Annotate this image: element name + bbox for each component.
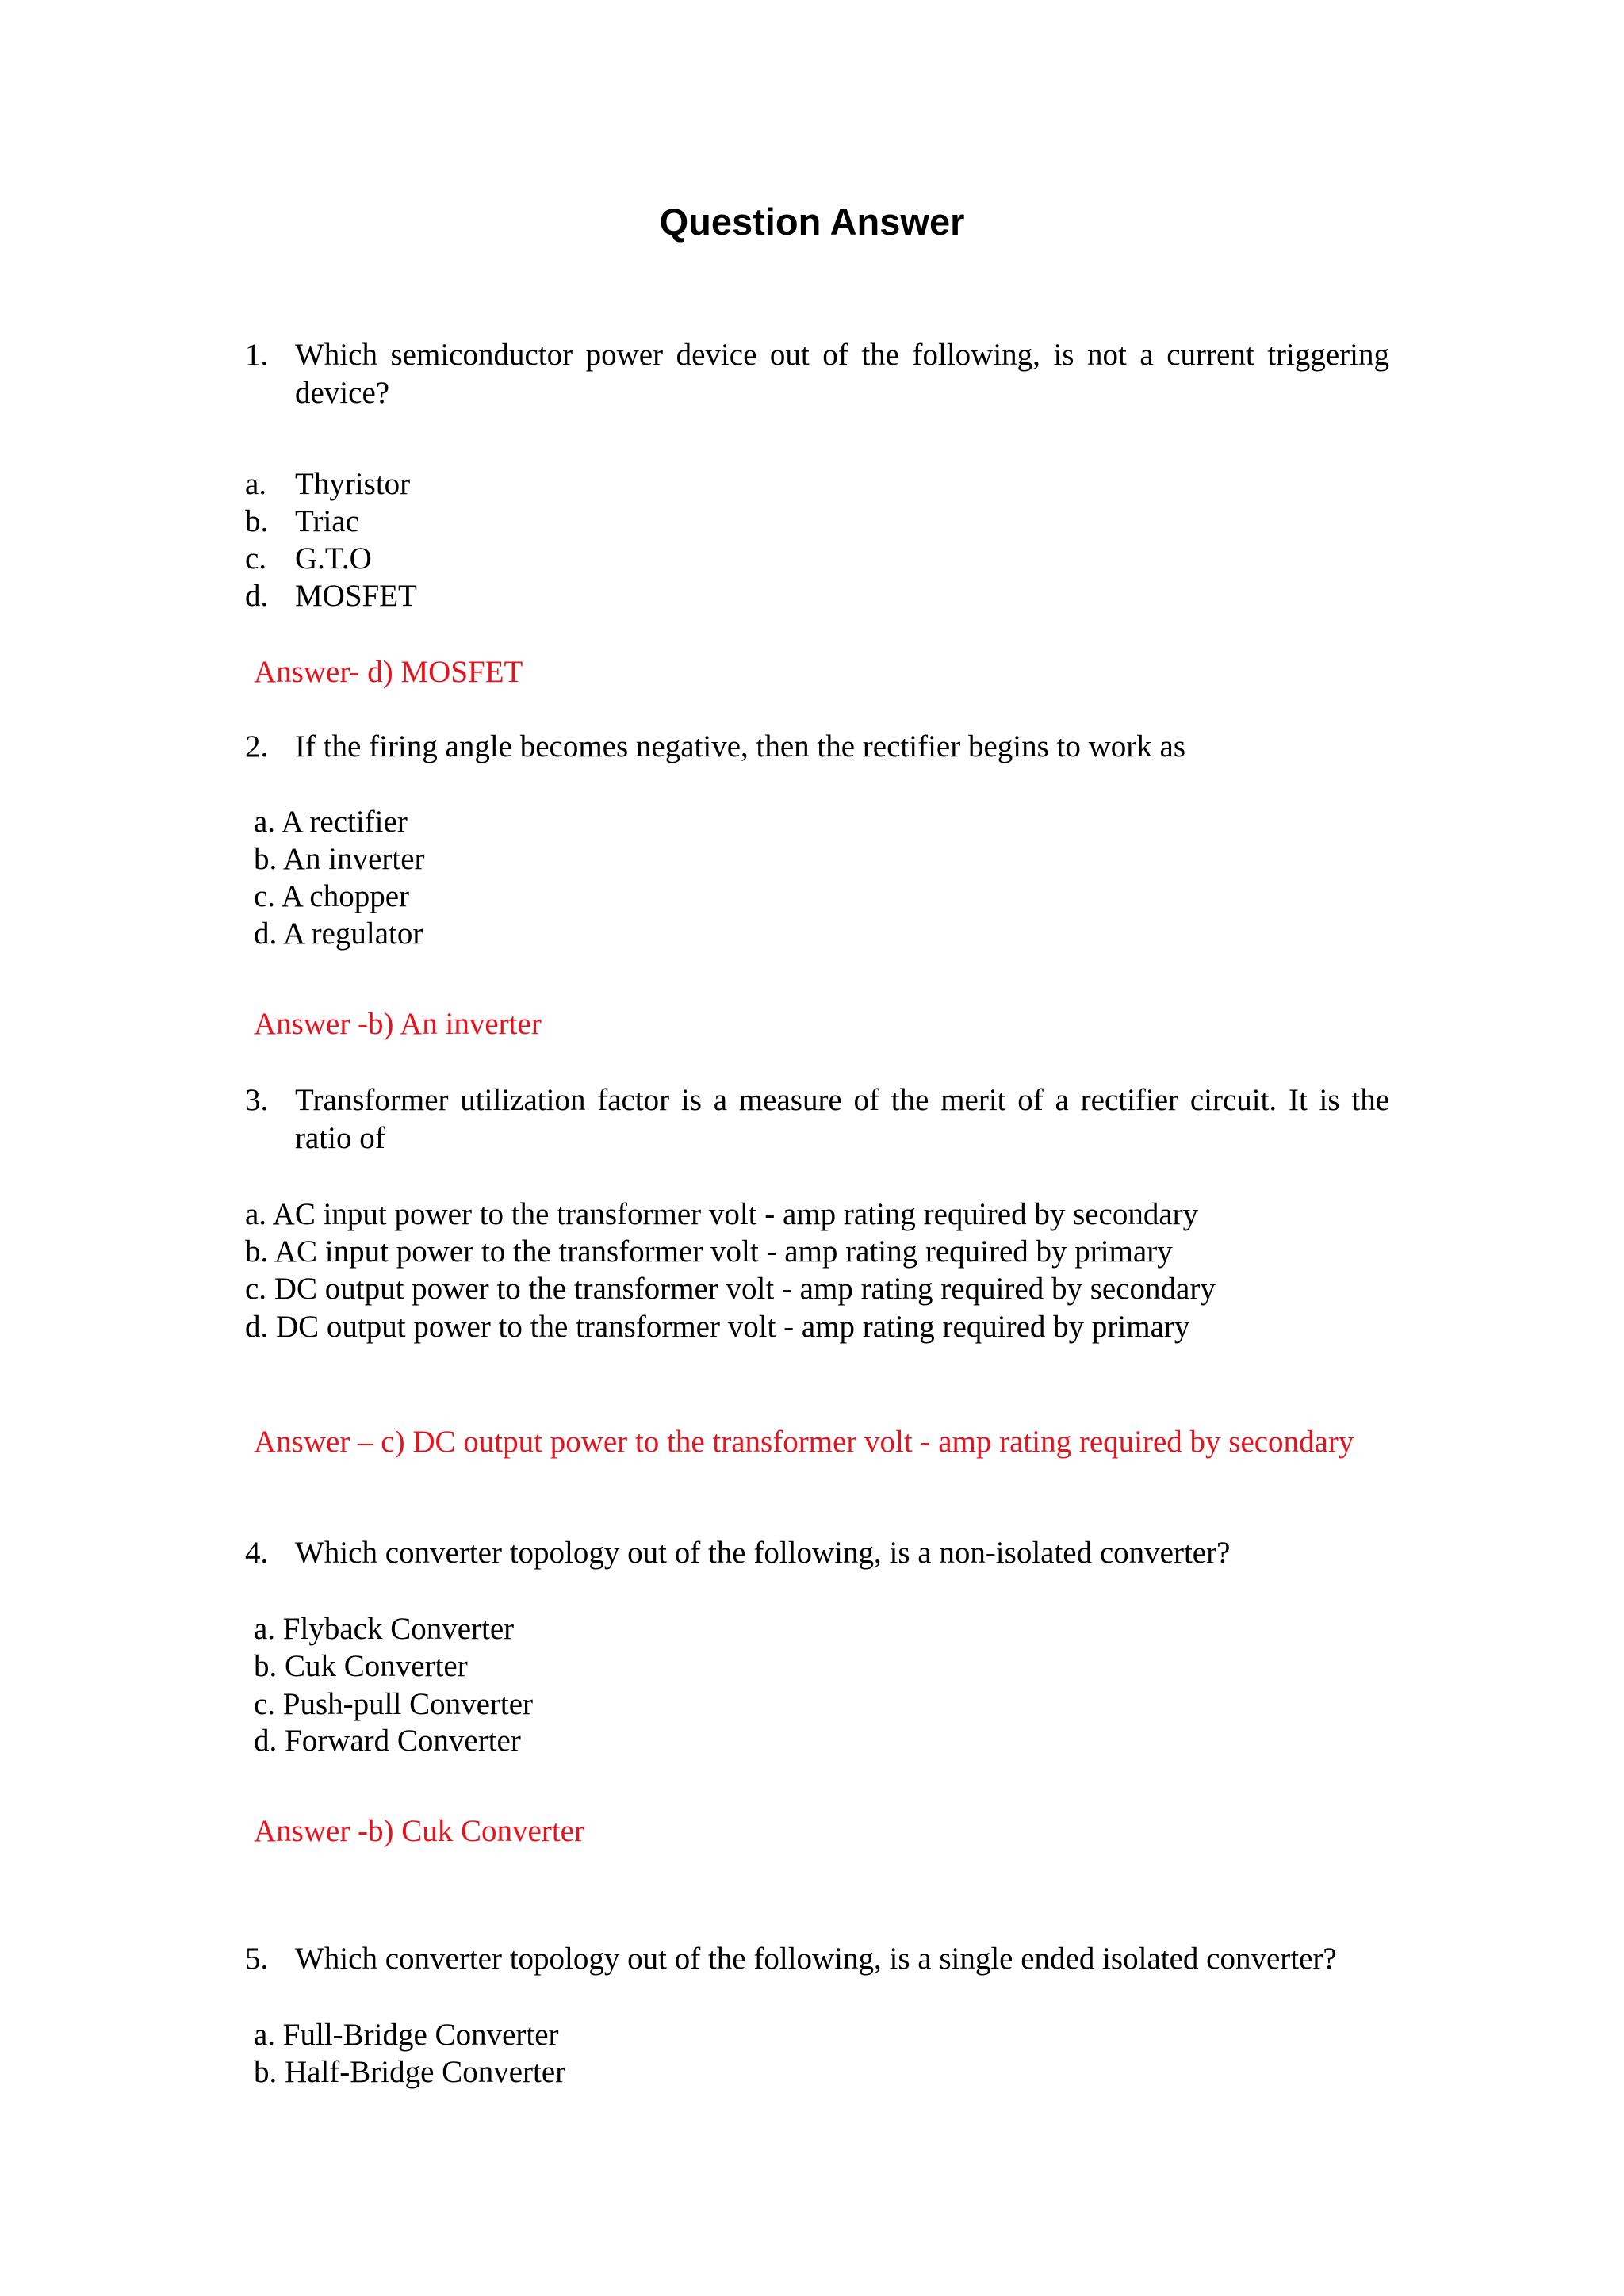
answer-text: Answer- d) MOSFET	[254, 655, 523, 689]
option-text: MOSFET	[295, 579, 417, 613]
option-text: c. Push-pull Converter	[254, 1687, 534, 1721]
question-text: If the firing angle becomes negative, then the rectifier begins to work as	[295, 729, 1186, 763]
answer-text: Answer -b) Cuk Converter	[254, 1814, 584, 1848]
question-text: Which converter topology out of the following, is a single ended isolated converter?	[295, 1942, 1337, 1976]
question-number: 5.	[245, 1942, 269, 1976]
option-letter: d.	[245, 579, 269, 613]
option-text: b. Cuk Converter	[254, 1649, 468, 1683]
question-number: 3.	[245, 1083, 269, 1117]
option-text: Thyristor	[295, 467, 411, 501]
option-text: d. Forward Converter	[254, 1724, 521, 1758]
option-text: b. AC input power to the transformer volt - amp rating required by primary	[245, 1234, 1173, 1269]
option-text: c. A chopper	[254, 879, 410, 913]
option-text: a. Flyback Converter	[254, 1612, 515, 1646]
option-letter: c.	[245, 541, 267, 576]
page-title: Question Answer	[659, 201, 965, 243]
option-text: b. Half-Bridge Converter	[254, 2055, 566, 2089]
option-text: c. DC output power to the transformer volt - amp rating required by secondary	[245, 1272, 1216, 1306]
answer-text: Answer -b) An inverter	[254, 1007, 542, 1041]
option-text: G.T.O	[295, 541, 372, 576]
question-text: Which semiconductor power device out of the following, is not a current triggering device?	[295, 338, 1389, 410]
option-letter: b.	[245, 504, 269, 538]
option-text: a. AC input power to the transformer volt - amp rating required by secondary	[245, 1197, 1199, 1231]
option-text: a. A rectifier	[254, 805, 408, 839]
option-text: b. An inverter	[254, 842, 425, 876]
option-text: d. DC output power to the transformer volt - amp rating required by primary	[245, 1310, 1190, 1344]
answer-text: Answer – c) DC output power to the transformer volt - amp rating required by secondary	[254, 1425, 1354, 1459]
option-text: a. Full-Bridge Converter	[254, 2018, 559, 2052]
question-number: 1.	[245, 338, 269, 372]
question-text: Transformer utilization factor is a measure of the merit of a rectifier circuit. It is the ratio of	[295, 1083, 1389, 1155]
question-number: 2.	[245, 729, 269, 763]
question-number: 4.	[245, 1536, 269, 1570]
option-letter: a.	[245, 467, 267, 501]
question-text: Which converter topology out of the following, is a non-isolated converter?	[295, 1536, 1231, 1570]
option-text: d. A regulator	[254, 916, 423, 951]
option-text: Triac	[295, 504, 359, 538]
